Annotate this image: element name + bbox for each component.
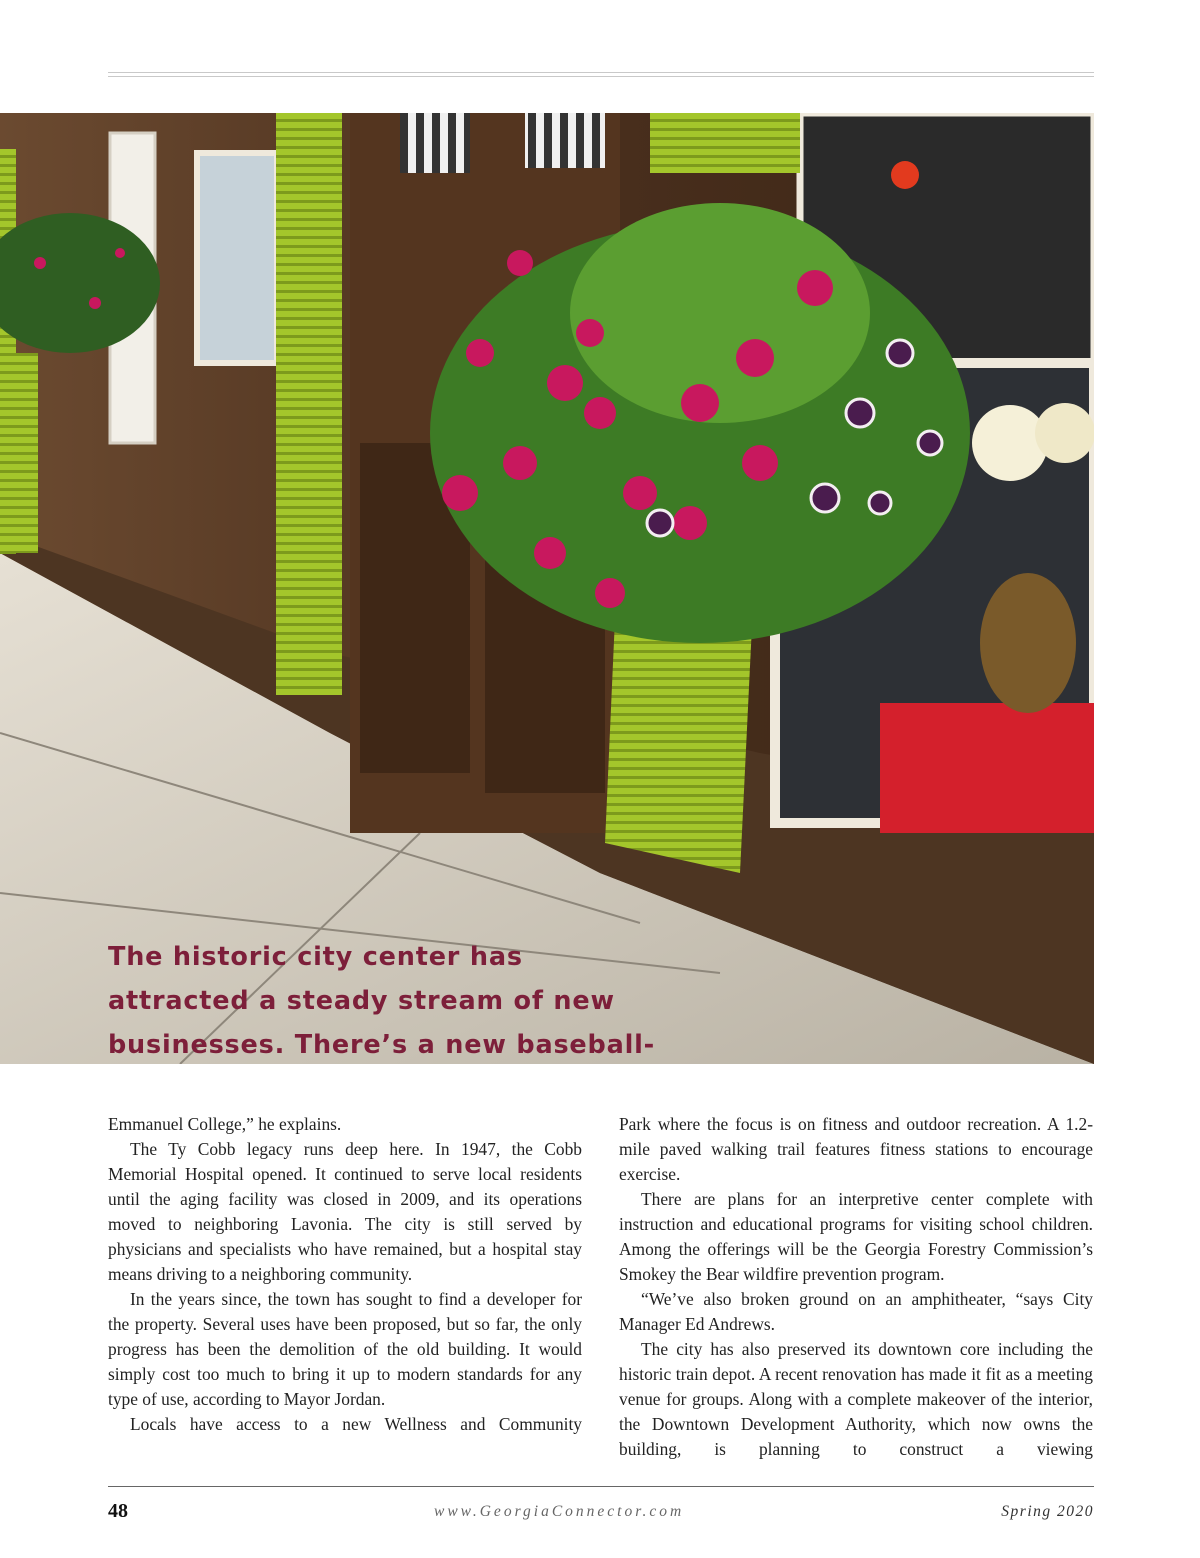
paragraph: Locals have access to a new Wellness and Community [130,1414,582,1434]
footer-url: www.GeorgiaConnector.com [434,1503,685,1520]
pull-quote: The historic city center has attracted a steady stream of new businesses. There’s a new baseball- [108,942,656,1060]
top-rule [108,72,1094,73]
paragraph: Emmanuel College,” he explains. [108,1114,342,1134]
storefront-photo [0,113,1094,1064]
paragraph: Park where the focus is on fitness and outdoor recreation. A 1.2-mile paved walking trail features fitness stations to encourage exercise. [619,1114,1093,1184]
article-column-right [619,1112,1093,1462]
top-rule-second [108,76,1094,77]
paragraph: In the years since, the town has sought to find a developer for the property. Several uses have been proposed, but so far, the only progress has been the demolition of the old building. It would simply cost too much to bring it up to modern standards for any type of use, according to Mayor Jordan. [108,1289,582,1409]
footer-rule [108,1486,1094,1487]
paragraph: “We’ve also broken ground on an amphitheater, “says City Manager Ed Andrews. [619,1289,1093,1334]
paragraph: The city has also preserved its downtown core including the historic train depot. A recent renovation has made it fit as a meeting venue for groups. Along with a complete makeover of the interior, the Downtown Development Authority, which now owns the building, is planning to construct a viewing [619,1339,1093,1459]
page-number: 48 [108,1500,128,1522]
footer-issue: Spring 2020 [1001,1503,1094,1520]
paragraph: There are plans for an interpretive center complete with instruction and educational programs for visiting school children. Among the offerings will be the Georgia Forestry Commission’s Smokey the Bear wildfire prevention program. [619,1189,1093,1284]
article-column-left [108,1112,582,1437]
paragraph: The Ty Cobb legacy runs deep here. In 1947, the Cobb Memorial Hospital opened. It continued to serve local residents until the aging facility was closed in 2009, and its operations moved to neighboring Lavonia. The city is still served by physicians and specialists who have remained, but a hospital stay means driving to a neighboring community. [108,1139,582,1284]
storefront-illustration [0,113,1094,1064]
